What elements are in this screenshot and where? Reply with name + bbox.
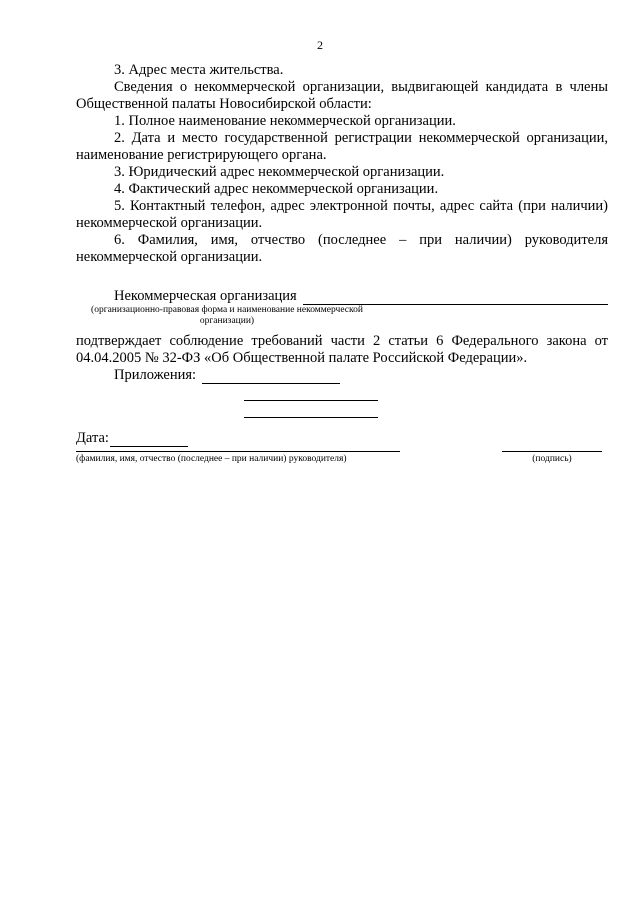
head-name-caption: (фамилия, имя, отчество (последнее – при наличии) руководителя) (76, 454, 347, 464)
head-name-signature[interactable] (76, 451, 400, 465)
date-line (76, 430, 608, 447)
document-body (76, 62, 608, 447)
signature-row (76, 451, 608, 491)
item-actual-address: 4. Фактический адрес некоммерческой организации. (114, 181, 439, 197)
org-info-heading: Сведения о некоммерческой организации, выдвигающей кандидата в члены Общественной палаты Новосибирской области: (76, 79, 608, 112)
attachments-blank-2[interactable] (244, 384, 378, 401)
page-number: 2 (317, 38, 323, 52)
attachments-line (76, 367, 608, 384)
item-full-name: 1. Полное наименование некоммерческой организации. (114, 113, 456, 129)
item-address: 3. Адрес места жительства. (114, 62, 284, 78)
attachments-blank-1[interactable] (202, 370, 340, 384)
org-line (76, 288, 608, 305)
date-label: Дата: (76, 430, 109, 446)
item-contacts: 5. Контактный телефон, адрес электронной почты, адрес сайта (при наличии) некоммерческой организации. (76, 198, 608, 231)
signature-field[interactable] (502, 451, 602, 465)
attachments-blank-3[interactable] (244, 401, 378, 418)
org-name-blank[interactable] (303, 291, 608, 305)
item-legal-address: 3. Юридический адрес некоммерческой организации. (114, 164, 445, 180)
item-head-name: 6. Фамилия, имя, отчество (последнее – при наличии) руководителя некоммерческой организации. (76, 232, 608, 265)
confirm-text: подтверждает соблюдение требований части 2 статьи 6 Федерального закона от 04.04.2005 № 32-ФЗ «Об Общественной палате Российской Федерации». (76, 333, 608, 366)
item-registration: 2. Дата и место государственной регистрации некоммерческой организации, наименование регистрирующего органа. (76, 130, 608, 163)
org-label: Некоммерческая организация (114, 288, 297, 304)
org-caption: (организационно-правовая форма и наименование некоммерческой организации) (91, 305, 363, 326)
attachments-label: Приложения: (114, 367, 197, 383)
date-blank[interactable] (110, 433, 188, 447)
signature-caption: (подпись) (532, 454, 572, 464)
